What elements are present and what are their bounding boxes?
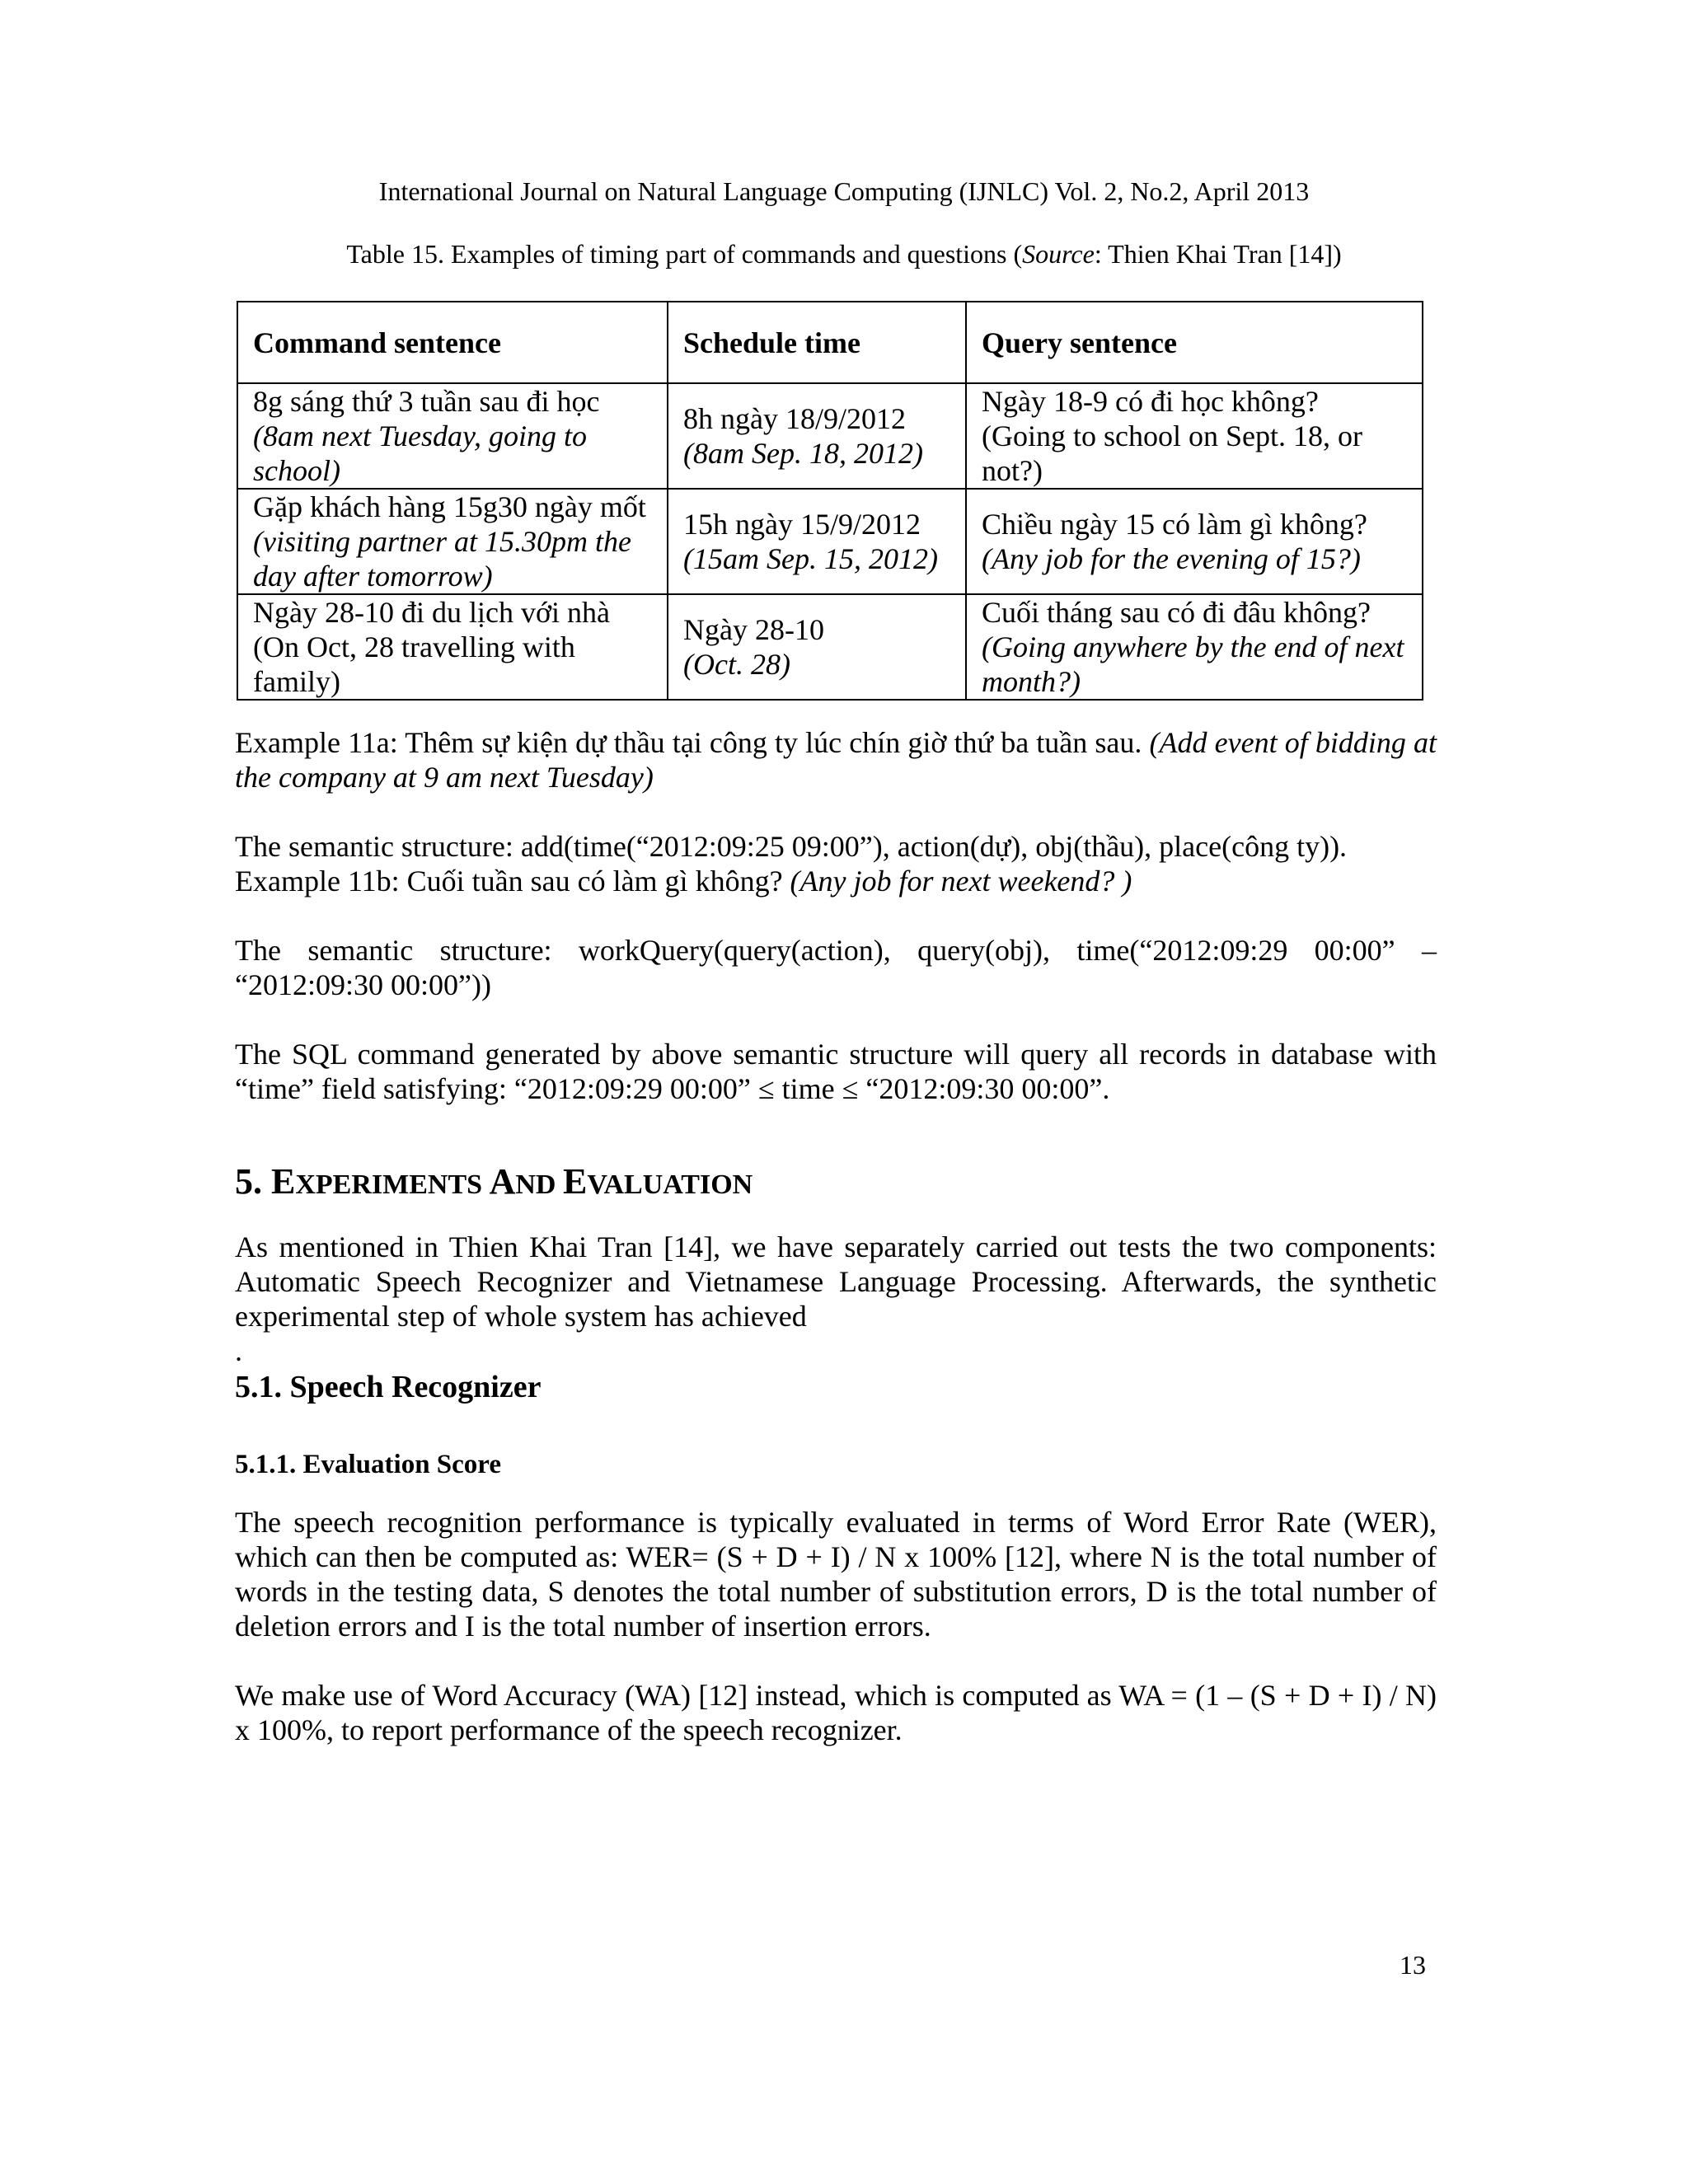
table-row — [237, 489, 1423, 594]
example-11b-text: Example 11b: Cuối tuần sau có làm gì không? — [235, 865, 790, 898]
subsubsection-heading-evaluation-score: 5.1.1. Evaluation Score — [235, 1450, 501, 1479]
query-cell — [966, 489, 1423, 594]
section-number: 5. — [235, 1161, 271, 1202]
wa-paragraph: We make use of Word Accuracy (WA) [12] instead, which is computed as WA = (1 – (S + D + I) / N) x 100%, to report performance of the speech recognizer. — [235, 1679, 1437, 1746]
example-11a-text: Example 11a: Thêm sự kiện dự thầu tại công ty lúc chín giờ thứ ba tuần sau. — [235, 726, 1150, 759]
section-heading-part: XPERIMENTS — [295, 1169, 490, 1200]
query-text: Chiều ngày 15 có làm gì không? — [982, 508, 1367, 541]
command-text: 8g sáng thứ 3 tuần sau đi học — [253, 385, 600, 418]
semantic-structure-2: The semantic structure: workQuery(query(action), query(obj), time(“2012:09:29 00:00” – “2012:09:30 00:00”)) — [235, 934, 1437, 1001]
command-translation: (visiting partner at 15.30pm the day after tomorrow) — [253, 525, 631, 593]
table-caption — [0, 237, 1688, 270]
command-text: Ngày 28-10 đi du lịch với nhà — [253, 596, 610, 629]
query-text: Ngày 18-9 có đi học không? — [982, 385, 1319, 418]
sql-paragraph: The SQL command generated by above semantic structure will query all records in database with “time” field satisfying: “2012:09:29 00:00” ≤ time ≤ “2012:09:30 00:00”. — [235, 1038, 1437, 1105]
caption-prefix: Table 15. Examples of timing part of commands and questions ( — [346, 239, 1023, 269]
schedule-text: 15h ngày 15/9/2012 — [683, 508, 921, 541]
schedule-translation: (8am Sep. 18, 2012) — [683, 437, 923, 470]
column-header-command: Command sentence — [237, 302, 668, 383]
schedule-translation: (15am Sep. 15, 2012) — [683, 542, 938, 575]
table-row — [237, 594, 1423, 700]
table-row — [237, 383, 1423, 489]
caption-source-label: Source — [1022, 239, 1095, 269]
stray-period: . — [235, 1334, 242, 1367]
caption-suffix: : Thien Khai Tran [14]) — [1094, 239, 1342, 269]
query-translation: (Going anywhere by the end of next month?) — [982, 630, 1404, 698]
journal-header: International Journal on Natural Language Computing (IJNLC) Vol. 2, No.2, April 2013 — [378, 176, 1310, 206]
query-text: Cuối tháng sau có đi đâu không? — [982, 596, 1371, 629]
example-11a-translation: (Add event of bidding at the company at 9 am next Tuesday) — [235, 726, 1437, 794]
command-text: Gặp khách hàng 15g30 ngày mốt — [253, 490, 646, 523]
semantic-structure-1: The semantic structure: add(time(“2012:09:25 09:00”), action(dự), obj(thầu), place(công ty)). — [235, 830, 1348, 863]
schedule-text: 8h ngày 18/9/2012 — [683, 402, 906, 435]
subsection-heading-speech-recognizer: 5.1. Speech Recognizer — [235, 1370, 542, 1404]
section-heading-experiments — [235, 1160, 753, 1207]
query-cell — [966, 594, 1423, 700]
command-cell — [237, 594, 668, 700]
page-number: 13 — [1400, 1950, 1426, 1980]
column-header-schedule: Schedule time — [668, 302, 966, 383]
example-11b-translation: (Any job for next weekend? ) — [790, 865, 1132, 898]
example-11b-paragraph — [235, 864, 1437, 898]
schedule-translation: (Oct. 28) — [683, 648, 790, 681]
column-header-query: Query sentence — [966, 302, 1423, 383]
section-heading-part: E — [562, 1161, 588, 1202]
wer-paragraph: The speech recognition performance is typically evaluated in terms of Word Error Rate (WER), which can then be computed as: WER= (S + D + I) / N x 100% [12], where N is the total number of words in the testing data, S denotes the total number of substitution errors, D is the total number of deletion errors and I is the total number of insertion errors. — [235, 1506, 1437, 1643]
schedule-text: Ngày 28-10 — [683, 613, 824, 646]
section-heading-part: E — [271, 1161, 296, 1202]
section-heading-part: VALUATION — [587, 1169, 753, 1200]
query-cell — [966, 383, 1423, 489]
section-5-intro-paragraph: As mentioned in Thien Khai Tran [14], we have separately carried out tests the two components: Automatic Speech Recognizer and Vietnamese Language Processing. Afterwards, the synthetic experimental step of whole system has achieved — [235, 1230, 1437, 1333]
command-cell — [237, 383, 668, 489]
section-heading-part: ND — [515, 1169, 563, 1200]
command-translation: (On Oct, 28 travelling with family) — [253, 630, 575, 698]
section-heading-part: A — [489, 1161, 516, 1202]
query-translation: (Going to school on Sept. 18, or not?) — [982, 419, 1362, 487]
query-translation: (Any job for the evening of 15?) — [982, 542, 1361, 575]
command-cell — [237, 489, 668, 594]
command-translation: (8am next Tuesday, going to school) — [253, 419, 587, 487]
schedule-cell — [668, 594, 966, 700]
table-header-row — [237, 302, 1423, 383]
schedule-cell — [668, 489, 966, 594]
example-11a-paragraph — [235, 725, 1437, 794]
schedule-cell — [668, 383, 966, 489]
timing-examples-table — [237, 301, 1423, 701]
